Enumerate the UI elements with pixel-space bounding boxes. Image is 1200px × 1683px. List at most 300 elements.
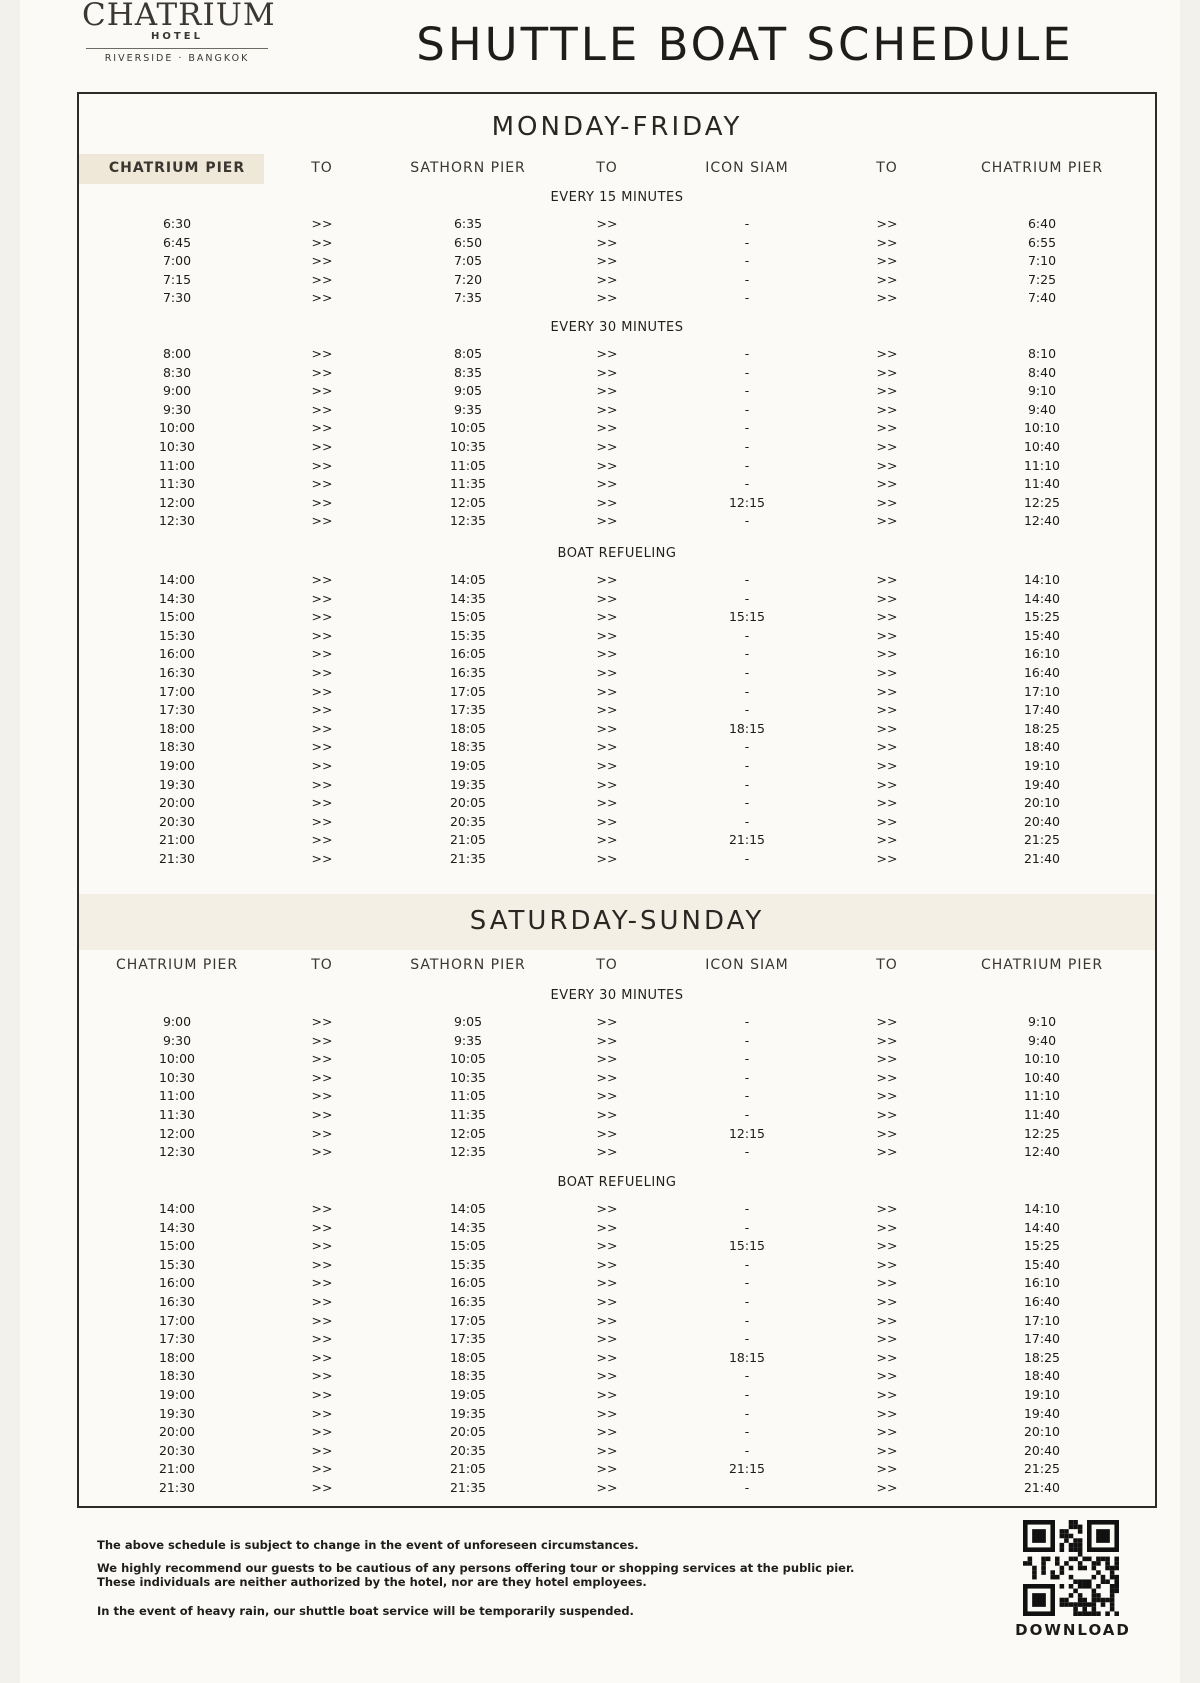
schedule-cell: >> [596, 1480, 618, 1495]
qr-code-icon[interactable] [1023, 1520, 1119, 1616]
schedule-cell: 20:05 [449, 1424, 487, 1440]
logo-sub: HOTEL [151, 31, 203, 42]
schedule-cell: 17:00 [158, 683, 196, 699]
schedule-cell: 18:25 [1023, 720, 1061, 736]
schedule-cell: 12:30 [158, 513, 196, 529]
schedule-cell: 11:40 [1023, 1107, 1061, 1122]
schedule-cell: 14:00 [158, 1201, 196, 1216]
schedule-cell: 11:30 [158, 476, 196, 492]
schedule-cell: 12:15 [728, 494, 766, 510]
schedule-cell: >> [876, 572, 898, 587]
schedule-cell: 17:05 [449, 1312, 487, 1328]
schedule-cell: 19:00 [158, 1387, 196, 1402]
schedule-cell: >> [596, 1107, 618, 1122]
schedule-row [79, 1201, 1155, 1219]
schedule-cell: - [744, 1405, 750, 1421]
column-header: ICON SIAM [705, 957, 789, 973]
schedule-row [79, 1070, 1155, 1088]
schedule-cell: >> [311, 439, 333, 454]
schedule-cell: 16:00 [158, 1275, 196, 1291]
schedule-cell: 20:40 [1023, 1442, 1061, 1458]
schedule-cell: - [744, 401, 750, 417]
band-label: EVERY 30 MINUTES [550, 320, 684, 335]
note-caution-line1: We highly recommend our guests to be cautious of any persons offering tour or shopping services at the public pier. [97, 1561, 855, 1575]
schedule-cell: >> [311, 590, 333, 606]
schedule-cell: 6:55 [1027, 234, 1057, 250]
schedule-cell: - [744, 1069, 750, 1085]
schedule-cell: 19:10 [1023, 758, 1061, 773]
schedule-cell: >> [311, 1144, 333, 1160]
schedule-row [79, 1313, 1155, 1331]
schedule-cell: >> [311, 720, 333, 736]
schedule-cell: >> [876, 1069, 898, 1085]
schedule-cell: 7:35 [453, 290, 483, 306]
schedule-cell: >> [311, 234, 333, 250]
schedule-cell: >> [876, 457, 898, 473]
schedule-cell: - [744, 1051, 750, 1067]
schedule-cell: 21:40 [1023, 1480, 1061, 1495]
schedule-cell: >> [596, 271, 618, 287]
schedule-cell: >> [876, 1201, 898, 1216]
schedule-cell: >> [311, 609, 333, 625]
band-label: EVERY 30 MINUTES [550, 988, 684, 1003]
schedule-cell: 10:35 [449, 1069, 487, 1085]
schedule-cell: >> [596, 720, 618, 736]
schedule-row [79, 758, 1155, 776]
schedule-cell: 18:15 [728, 1349, 766, 1365]
schedule-cell: >> [876, 1032, 898, 1048]
schedule-cell: - [744, 1088, 750, 1104]
schedule-cell: - [744, 1256, 750, 1272]
schedule-cell: - [744, 776, 750, 792]
schedule-cell: - [744, 290, 750, 306]
schedule-cell: >> [596, 1144, 618, 1160]
schedule-row [79, 1144, 1155, 1162]
logo-divider [86, 48, 268, 49]
schedule-cell: >> [311, 851, 333, 866]
schedule-cell: >> [596, 513, 618, 529]
schedule-cell: 9:30 [162, 401, 192, 417]
schedule-cell: 14:40 [1023, 590, 1061, 606]
schedule-cell: - [744, 1294, 750, 1309]
schedule-cell: >> [876, 290, 898, 306]
schedule-cell: >> [876, 439, 898, 454]
note-heavy-rain: In the event of heavy rain, our shuttle boat service will be temporarily suspended. [97, 1604, 634, 1618]
schedule-row [79, 665, 1155, 683]
schedule-cell: 14:00 [158, 572, 196, 587]
schedule-cell: 21:35 [449, 1480, 487, 1495]
schedule-row [79, 1088, 1155, 1106]
column-header: TO [596, 160, 618, 176]
column-header: TO [596, 957, 618, 973]
schedule-cell: 20:30 [158, 1442, 196, 1458]
schedule-cell: >> [596, 1405, 618, 1421]
download-label: DOWNLOAD [1015, 1621, 1131, 1639]
hotel-logo [82, 0, 276, 64]
schedule-cell: >> [876, 1461, 898, 1477]
schedule-cell: 18:00 [158, 720, 196, 736]
schedule-cell: >> [596, 1349, 618, 1365]
schedule-cell: >> [596, 1219, 618, 1235]
schedule-cell: >> [311, 739, 333, 755]
schedule-cell: >> [311, 795, 333, 811]
schedule-cell: >> [876, 364, 898, 380]
schedule-cell: >> [596, 665, 618, 680]
schedule-row [79, 1014, 1155, 1032]
column-header: TO [311, 160, 333, 176]
schedule-cell: >> [311, 346, 333, 361]
schedule-cell: 17:30 [158, 1331, 196, 1347]
schedule-row [79, 1107, 1155, 1125]
schedule-cell: 12:35 [449, 513, 487, 529]
schedule-cell: >> [876, 646, 898, 662]
schedule-row [79, 476, 1155, 494]
schedule-cell: 14:30 [158, 590, 196, 606]
schedule-row [79, 1443, 1155, 1461]
schedule-cell: 11:00 [158, 457, 196, 473]
schedule-cell: 9:35 [453, 1032, 483, 1048]
schedule-cell: >> [596, 1442, 618, 1458]
column-header: TO [311, 957, 333, 973]
column-header: SATHORN PIER [410, 160, 526, 176]
schedule-cell: 12:25 [1023, 1125, 1061, 1141]
schedule-cell: 21:00 [158, 832, 196, 848]
schedule-cell: >> [596, 1238, 618, 1254]
schedule-cell: >> [876, 476, 898, 492]
schedule-cell: >> [311, 1275, 333, 1291]
schedule-cell: 17:00 [158, 1312, 196, 1328]
schedule-cell: - [744, 383, 750, 399]
schedule-cell: >> [596, 1125, 618, 1141]
weekday-title: MONDAY-FRIDAY [491, 112, 743, 142]
schedule-cell: >> [311, 1032, 333, 1048]
schedule-cell: >> [876, 346, 898, 361]
schedule-row [79, 346, 1155, 364]
schedule-cell: 11:35 [449, 1107, 487, 1122]
schedule-cell: >> [311, 457, 333, 473]
schedule-cell: 8:35 [453, 364, 483, 380]
schedule-cell: >> [311, 683, 333, 699]
schedule-cell: >> [876, 513, 898, 529]
schedule-cell: >> [311, 253, 333, 269]
schedule-cell: >> [311, 1480, 333, 1495]
schedule-cell: >> [311, 1442, 333, 1458]
schedule-cell: 16:10 [1023, 1275, 1061, 1291]
schedule-cell: >> [311, 1238, 333, 1254]
logo-location: RIVERSIDE · BANGKOK [104, 53, 250, 64]
schedule-cell: >> [596, 572, 618, 587]
schedule-cell: 11:10 [1023, 1088, 1061, 1104]
schedule-cell: - [744, 234, 750, 250]
schedule-row [79, 851, 1155, 869]
schedule-cell: >> [876, 795, 898, 811]
schedule-cell: >> [311, 1312, 333, 1328]
schedule-cell: 9:00 [162, 1014, 192, 1029]
schedule-cell: >> [596, 851, 618, 866]
schedule-cell: >> [596, 346, 618, 361]
schedule-cell: >> [311, 494, 333, 510]
schedule-cell: - [744, 702, 750, 718]
schedule-cell: >> [311, 776, 333, 792]
schedule-row [79, 439, 1155, 457]
schedule-cell: 18:30 [158, 739, 196, 755]
schedule-cell: >> [596, 1032, 618, 1048]
schedule-cell: 10:05 [449, 1051, 487, 1067]
schedule-cell: >> [876, 1014, 898, 1029]
schedule-row [79, 1480, 1155, 1498]
schedule-cell: 17:10 [1023, 1312, 1061, 1328]
schedule-cell: - [744, 1312, 750, 1328]
schedule-cell: 15:05 [449, 609, 487, 625]
schedule-row [79, 216, 1155, 234]
schedule-row [79, 572, 1155, 590]
schedule-cell: >> [596, 439, 618, 454]
schedule-row [79, 235, 1155, 253]
schedule-cell: 12:30 [158, 1144, 196, 1160]
column-header: CHATRIUM PIER [980, 160, 1104, 176]
schedule-row [79, 1051, 1155, 1069]
schedule-row [79, 1331, 1155, 1349]
schedule-row [79, 402, 1155, 420]
schedule-cell: >> [596, 683, 618, 699]
schedule-cell: >> [876, 1349, 898, 1365]
schedule-cell: >> [876, 1405, 898, 1421]
schedule-cell: >> [311, 1368, 333, 1384]
schedule-row [79, 702, 1155, 720]
schedule-cell: 20:40 [1023, 813, 1061, 829]
schedule-cell: 19:40 [1023, 1405, 1061, 1421]
schedule-cell: >> [596, 627, 618, 643]
schedule-cell: >> [311, 290, 333, 306]
schedule-cell: >> [876, 420, 898, 436]
schedule-cell: 21:05 [449, 1461, 487, 1477]
schedule-cell: 19:30 [158, 776, 196, 792]
schedule-cell: >> [596, 420, 618, 436]
schedule-cell: 20:00 [158, 1424, 196, 1440]
schedule-cell: - [744, 758, 750, 773]
schedule-cell: 19:05 [449, 1387, 487, 1402]
schedule-cell: >> [876, 1256, 898, 1272]
schedule-cell: 8:30 [162, 364, 192, 380]
schedule-cell: >> [596, 1014, 618, 1029]
column-header-row [79, 154, 1155, 184]
schedule-cell: 8:05 [453, 346, 483, 361]
schedule-cell: >> [311, 1051, 333, 1067]
schedule-cell: >> [311, 627, 333, 643]
schedule-cell: 20:35 [449, 813, 487, 829]
schedule-row [79, 383, 1155, 401]
schedule-cell: 7:40 [1027, 290, 1057, 306]
schedule-cell: >> [596, 1201, 618, 1216]
schedule-cell: 15:30 [158, 627, 196, 643]
column-header-row [79, 951, 1155, 981]
schedule-cell: 6:30 [162, 216, 192, 231]
schedule-cell: 12:00 [158, 494, 196, 510]
schedule-cell: >> [311, 1331, 333, 1347]
schedule-cell: 6:45 [162, 234, 192, 250]
schedule-row [79, 495, 1155, 513]
schedule-cell: - [744, 364, 750, 380]
schedule-cell: >> [596, 702, 618, 718]
schedule-cell: 9:05 [453, 383, 483, 399]
column-header: TO [876, 160, 898, 176]
schedule-cell: >> [311, 813, 333, 829]
schedule-cell: >> [596, 457, 618, 473]
schedule-cell: 14:35 [449, 590, 487, 606]
schedule-cell: >> [876, 851, 898, 866]
schedule-cell: - [744, 271, 750, 287]
schedule-cell: >> [876, 1107, 898, 1122]
schedule-row [79, 721, 1155, 739]
schedule-cell: >> [876, 739, 898, 755]
schedule-cell: - [744, 572, 750, 587]
column-header: SATHORN PIER [410, 957, 526, 973]
schedule-cell: >> [876, 832, 898, 848]
schedule-cell: 10:40 [1023, 1069, 1061, 1085]
page-title: SHUTTLE BOAT SCHEDULE [416, 18, 1074, 71]
schedule-cell: - [744, 1368, 750, 1384]
schedule-cell: 15:00 [158, 1238, 196, 1254]
schedule-cell: >> [596, 832, 618, 848]
schedule-cell: >> [876, 253, 898, 269]
schedule-cell: - [744, 683, 750, 699]
schedule-cell: 9:00 [162, 383, 192, 399]
schedule-cell: 9:40 [1027, 1032, 1057, 1048]
schedule-cell: >> [311, 1405, 333, 1421]
schedule-cell: 19:00 [158, 758, 196, 773]
schedule-cell: >> [876, 776, 898, 792]
schedule-row [79, 513, 1155, 531]
schedule-cell: >> [311, 702, 333, 718]
schedule-cell: 15:35 [449, 627, 487, 643]
schedule-cell: >> [876, 401, 898, 417]
schedule-cell: 18:35 [449, 1368, 487, 1384]
schedule-cell: >> [596, 383, 618, 399]
schedule-row [79, 1350, 1155, 1368]
schedule-cell: >> [876, 1312, 898, 1328]
schedule-cell: >> [311, 665, 333, 680]
schedule-cell: 20:35 [449, 1442, 487, 1458]
schedule-cell: - [744, 1480, 750, 1495]
schedule-row [79, 458, 1155, 476]
schedule-cell: - [744, 1014, 750, 1029]
schedule-cell: >> [876, 813, 898, 829]
schedule-cell: 18:05 [449, 1349, 487, 1365]
schedule-cell: 10:40 [1023, 439, 1061, 454]
schedule-cell: >> [876, 702, 898, 718]
schedule-row [79, 739, 1155, 757]
schedule-cell: 19:10 [1023, 1387, 1061, 1402]
schedule-cell: - [744, 439, 750, 454]
schedule-cell: >> [596, 1387, 618, 1402]
schedule-cell: 17:05 [449, 683, 487, 699]
schedule-cell: 11:05 [449, 457, 487, 473]
schedule-cell: 12:15 [728, 1125, 766, 1141]
schedule-cell: - [744, 216, 750, 231]
schedule-cell: 17:35 [449, 702, 487, 718]
schedule-cell: >> [311, 832, 333, 848]
schedule-cell: 21:30 [158, 851, 196, 866]
schedule-cell: 17:35 [449, 1331, 487, 1347]
schedule-cell: 7:20 [453, 271, 483, 287]
schedule-row [79, 1368, 1155, 1386]
schedule-cell: - [744, 513, 750, 529]
schedule-cell: >> [311, 216, 333, 231]
band-label: EVERY 15 MINUTES [550, 190, 684, 205]
schedule-cell: - [744, 420, 750, 436]
schedule-cell: 19:35 [449, 776, 487, 792]
schedule-cell: >> [596, 1088, 618, 1104]
band-label: BOAT REFUELING [557, 546, 677, 561]
schedule-cell: - [744, 1424, 750, 1440]
schedule-cell: - [744, 590, 750, 606]
schedule-row [79, 1220, 1155, 1238]
schedule-cell: >> [876, 1238, 898, 1254]
column-header: CHATRIUM PIER [115, 957, 239, 973]
schedule-row [79, 272, 1155, 290]
schedule-cell: >> [876, 1125, 898, 1141]
schedule-cell: 21:40 [1023, 851, 1061, 866]
schedule-cell: >> [596, 776, 618, 792]
schedule-cell: - [744, 795, 750, 811]
schedule-cell: - [744, 457, 750, 473]
schedule-cell: >> [311, 1424, 333, 1440]
column-header: ICON SIAM [705, 160, 789, 176]
schedule-cell: >> [596, 1294, 618, 1309]
schedule-cell: 7:10 [1027, 253, 1057, 269]
schedule-cell: 16:35 [449, 1294, 487, 1309]
schedule-cell: >> [311, 1256, 333, 1272]
schedule-cell: >> [876, 1480, 898, 1495]
schedule-cell: >> [311, 271, 333, 287]
schedule-cell: 16:05 [449, 646, 487, 662]
schedule-cell: 19:40 [1023, 776, 1061, 792]
schedule-cell: >> [311, 1107, 333, 1122]
schedule-cell: - [744, 627, 750, 643]
schedule-cell: 18:30 [158, 1368, 196, 1384]
schedule-row [79, 795, 1155, 813]
schedule-cell: >> [596, 1368, 618, 1384]
schedule-cell: >> [311, 383, 333, 399]
schedule-cell: >> [311, 1088, 333, 1104]
schedule-row [79, 832, 1155, 850]
schedule-cell: 9:10 [1027, 1014, 1057, 1029]
schedule-cell: >> [311, 1461, 333, 1477]
schedule-row [79, 365, 1155, 383]
schedule-cell: 14:10 [1023, 572, 1061, 587]
schedule-cell: 17:10 [1023, 683, 1061, 699]
schedule-cell: 18:15 [728, 720, 766, 736]
schedule-row [79, 646, 1155, 664]
schedule-cell: - [744, 1442, 750, 1458]
schedule-cell: 11:10 [1023, 457, 1061, 473]
logo-name: CHATRIUM [82, 0, 276, 33]
schedule-cell: >> [596, 609, 618, 625]
schedule-cell: >> [876, 665, 898, 680]
schedule-row [79, 628, 1155, 646]
schedule-cell: >> [596, 476, 618, 492]
column-header: TO [876, 957, 898, 973]
schedule-cell: - [744, 1219, 750, 1235]
schedule-row [79, 1238, 1155, 1256]
schedule-row [79, 609, 1155, 627]
schedule-cell: 15:30 [158, 1256, 196, 1272]
schedule-row [79, 684, 1155, 702]
schedule-cell: >> [311, 1294, 333, 1309]
schedule-cell: >> [876, 1387, 898, 1402]
weekend-title: SATURDAY-SUNDAY [469, 906, 765, 936]
schedule-cell: >> [311, 646, 333, 662]
